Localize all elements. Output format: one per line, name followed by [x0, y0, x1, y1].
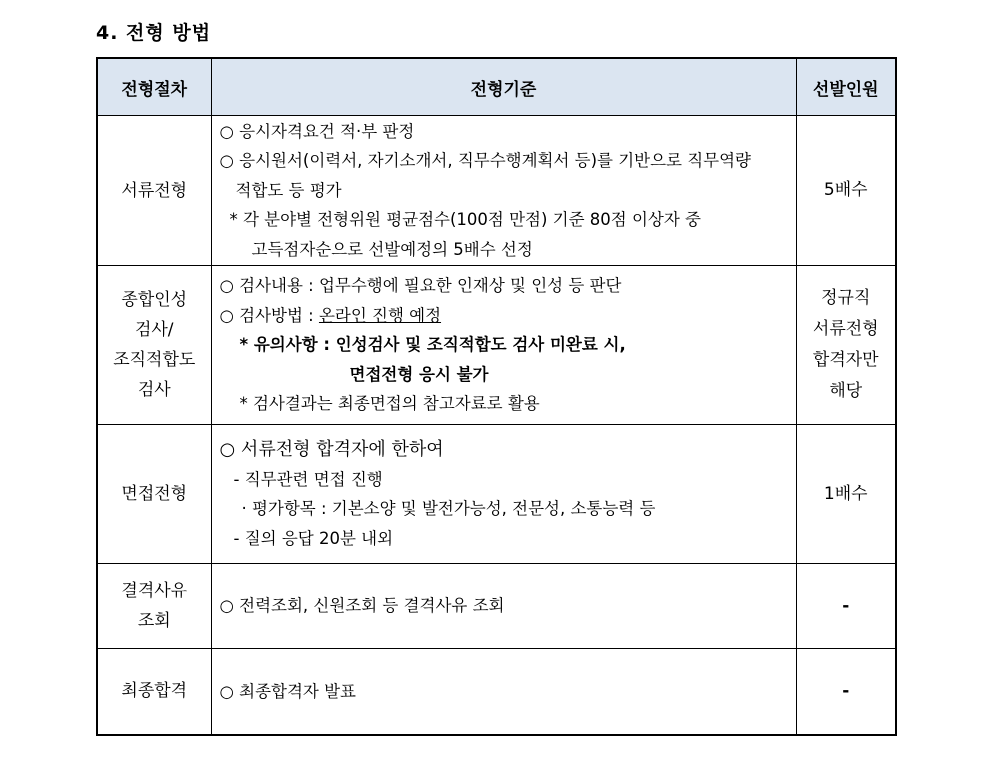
criteria-line: ○ 검사내용 : 업무수행에 필요한 인재상 및 인성 등 판단 — [219, 276, 622, 296]
count-value: 1배수 — [823, 483, 868, 504]
step-cell — [97, 649, 211, 735]
step-label: 조직적합도 — [113, 350, 196, 370]
criteria-subline: - 직무관련 면접 진행 — [233, 469, 383, 489]
criteria-line: ○ 최종합격자 발표 — [219, 681, 356, 701]
step-label: 서류전형 — [121, 180, 188, 201]
table-header-row — [97, 58, 896, 116]
criteria-cell — [211, 564, 796, 649]
step-label: 검사/ — [134, 320, 174, 340]
count-value: - — [842, 680, 850, 701]
criteria-line: ○ 전력조회, 신원조회 등 결격사유 조회 — [219, 596, 505, 616]
count-value: 5배수 — [823, 180, 868, 200]
header-criteria: 전형기준 — [211, 58, 796, 116]
table-row — [97, 425, 896, 564]
criteria-note: 고득점자순으로 선발예정의 5배수 선정 — [251, 239, 533, 259]
criteria-line: ○ 응시자격요건 적·부 판정 — [219, 121, 415, 141]
table-row — [97, 564, 896, 649]
criteria-warning: 면접전형 응시 불가 — [349, 364, 489, 384]
header-count: 선발인원 — [796, 58, 896, 116]
criteria-note: * 검사결과는 최종면접의 참고자료로 활용 — [239, 394, 540, 414]
criteria-underlined-text: 온라인 진행 예정 — [318, 305, 442, 325]
header-step: 전형절차 — [97, 58, 211, 116]
count-value: 해당 — [829, 381, 863, 401]
criteria-line-prefix: ○ 검사방법 : — [219, 305, 319, 325]
table-row — [97, 266, 896, 425]
criteria-subline: · 평가항목 : 기본소양 및 발전가능성, 전문성, 소통능력 등 — [241, 499, 656, 518]
criteria-cell — [211, 266, 796, 425]
step-cell — [97, 564, 211, 649]
step-cell — [97, 116, 211, 266]
step-label: 면접전형 — [121, 484, 188, 504]
table-row — [97, 116, 896, 266]
count-cell — [796, 564, 896, 649]
criteria-line — [220, 301, 790, 331]
count-cell — [796, 649, 896, 735]
criteria-cell — [211, 425, 796, 564]
count-value: 합격자만 — [812, 350, 879, 370]
step-cell — [97, 425, 211, 564]
count-cell — [796, 116, 896, 266]
criteria-line: 적합도 등 평가 — [235, 180, 342, 200]
step-label: 종합인성 — [121, 290, 188, 310]
selection-method-table — [96, 57, 897, 736]
criteria-subline: - 질의 응답 20분 내외 — [233, 528, 394, 548]
step-label: 검사 — [137, 380, 171, 400]
count-value: - — [842, 595, 850, 616]
criteria-line: ○ 서류전형 합격자에 한하여 — [219, 439, 444, 460]
step-cell — [97, 266, 211, 425]
criteria-cell — [211, 649, 796, 735]
count-cell — [796, 266, 896, 425]
table-row — [97, 649, 896, 735]
count-value: 서류전형 — [812, 319, 879, 339]
count-cell — [796, 425, 896, 564]
criteria-line: ○ 응시원서(이력서, 자기소개서, 직무수행계획서 등)를 기반으로 직무역량 — [219, 151, 751, 171]
criteria-warning: * 유의사항 : 인성검사 및 조직적합도 검사 미완료 시, — [239, 335, 626, 355]
step-label: 최종합격 — [121, 681, 188, 702]
count-value: 정규직 — [821, 288, 871, 308]
step-label: 조회 — [137, 611, 171, 631]
step-label: 결격사유 — [121, 581, 188, 601]
criteria-note: * 각 분야별 전형위원 평균점수(100점 만점) 기준 80점 이상자 중 — [229, 210, 701, 230]
section-title: 4. 전형 방법 — [96, 22, 212, 44]
criteria-cell — [211, 116, 796, 266]
